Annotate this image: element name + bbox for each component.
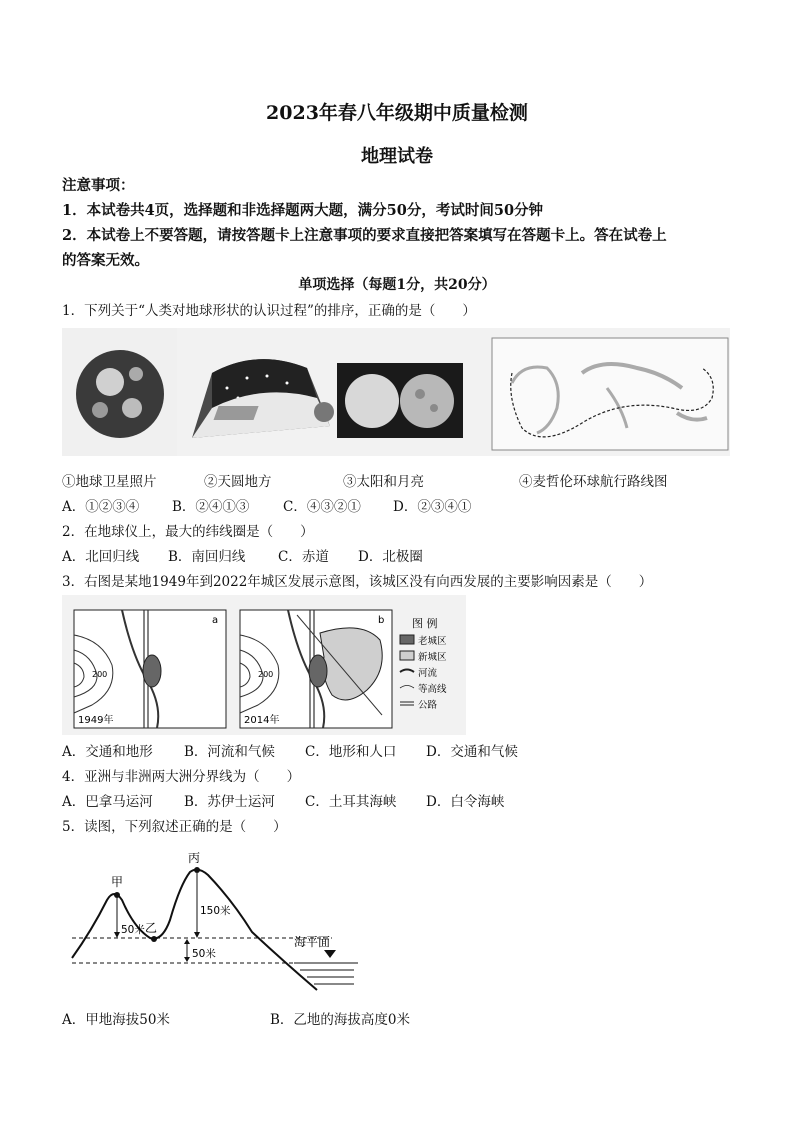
q3-legend-item-new: 新城区 xyxy=(418,652,447,663)
notice-heading: 注意事项： xyxy=(62,177,135,194)
q3-legend-item-river: 河流 xyxy=(418,668,438,679)
q3-option-d: D．交通和气候 xyxy=(426,744,518,760)
q5-label-yi: 乙 xyxy=(145,921,158,935)
q3-panel-b-year: 2014年 xyxy=(244,715,280,726)
q5-label-50m-jia: 50米 xyxy=(121,924,145,936)
q1-figure xyxy=(62,328,730,456)
q3-option-b: B．河流和气候 xyxy=(184,744,275,760)
q3-contour-label-a: 200 xyxy=(92,670,108,679)
q4-option-c: C．土耳其海峡 xyxy=(305,794,397,810)
q3-legend-item-road: 公路 xyxy=(418,700,438,711)
q5-terrain-profile xyxy=(72,870,317,990)
q4-option-a: A．巴拿马运河 xyxy=(62,794,153,810)
q4-option-b: B．苏伊士运河 xyxy=(184,794,275,810)
q1-option-a: A．①②③④ xyxy=(62,499,140,515)
q2-option-b: B．南回归线 xyxy=(168,549,246,565)
q5-label-bing: 丙 xyxy=(188,851,201,865)
q3-panel-a-year: 1949年 xyxy=(78,715,114,726)
dome-illustration xyxy=(192,359,334,438)
sun-moon-photo xyxy=(337,363,463,438)
q1-option-b: B．②④①③ xyxy=(172,499,250,515)
q5-stem: 5．读图，下列叙述正确的是（ ） xyxy=(62,819,287,835)
q5-point-yi xyxy=(151,936,157,942)
q2-option-a: A．北回归线 xyxy=(62,549,140,565)
q1-caption-3: ③太阳和月亮 xyxy=(343,474,424,490)
q1-option-d: D．②③④① xyxy=(393,499,472,515)
q3-panel-a xyxy=(74,610,226,728)
q2-stem: 2．在地球仪上，最大的纬线圈是（ ） xyxy=(62,524,314,540)
q1-caption-1: ①地球卫星照片 xyxy=(62,474,157,490)
q3-legend-item-old: 老城区 xyxy=(418,636,447,647)
notice-item-2: 2．本试卷上不要答题，请按答题卡上注意事项的要求直接把答案填写在答题卡上。答在试卷上 xyxy=(62,227,667,244)
q1-option-c: C．④③②① xyxy=(283,499,361,515)
q5-point-jia xyxy=(114,892,120,898)
notice-item-2-cont: 的答案无效。 xyxy=(62,252,149,269)
q3-stem: 3．右图是某地1949年到2022年城区发展示意图，该城区没有向西发展的主要影响因素是（ ） xyxy=(62,574,653,590)
q5-label-sea-level: 海平面 xyxy=(294,935,331,949)
q3-legend-title: 图 例 xyxy=(412,617,438,630)
earth-photo xyxy=(62,328,177,456)
q3-figure xyxy=(62,595,466,735)
q3-panel-a-letter: a xyxy=(212,615,219,626)
q5-label-150m: 150米 xyxy=(200,905,231,917)
q5-option-a: A．甲地海拔50米 xyxy=(62,1012,170,1028)
q5-point-bing xyxy=(194,867,200,873)
magellan-route-map xyxy=(492,338,728,450)
q1-caption-2: ②天圆地方 xyxy=(204,474,272,490)
q4-option-d: D．白令海峡 xyxy=(426,794,505,810)
q4-stem: 4．亚洲与非洲两大洲分界线为（ ） xyxy=(62,769,301,785)
exam-subject: 地理试卷 xyxy=(361,146,433,167)
q3-legend-item-contour: 等高线 xyxy=(418,684,447,695)
q5-label-50m: 50米 xyxy=(192,948,216,960)
q3-option-a: A．交通和地形 xyxy=(62,744,153,760)
q1-stem: 1．下列关于“人类对地球形状的认识过程”的排序，正确的是（ ） xyxy=(62,303,476,319)
q2-option-c: C．赤道 xyxy=(278,549,329,565)
exam-title: 2023年春八年级期中质量检测 xyxy=(266,102,528,124)
q5-label-jia: 甲 xyxy=(111,875,124,889)
q3-panel-b xyxy=(240,610,392,728)
notice-item-1: 1．本试卷共4页，选择题和非选择题两大题，满分50分，考试时间50分钟 xyxy=(62,202,544,219)
q5-figure xyxy=(62,840,358,1000)
q2-option-d: D．北极圈 xyxy=(358,549,423,565)
q3-panel-b-letter: b xyxy=(378,615,385,626)
q3-option-c: C．地形和人口 xyxy=(305,744,397,760)
section-heading: 单项选择（每题1分，共20分） xyxy=(298,277,496,293)
q3-contour-label-b: 200 xyxy=(258,670,274,679)
q1-caption-4: ④麦哲伦环球航行路线图 xyxy=(519,474,668,490)
q5-option-b: B．乙地的海拔高度0米 xyxy=(270,1012,411,1028)
q3-legend xyxy=(400,616,447,711)
